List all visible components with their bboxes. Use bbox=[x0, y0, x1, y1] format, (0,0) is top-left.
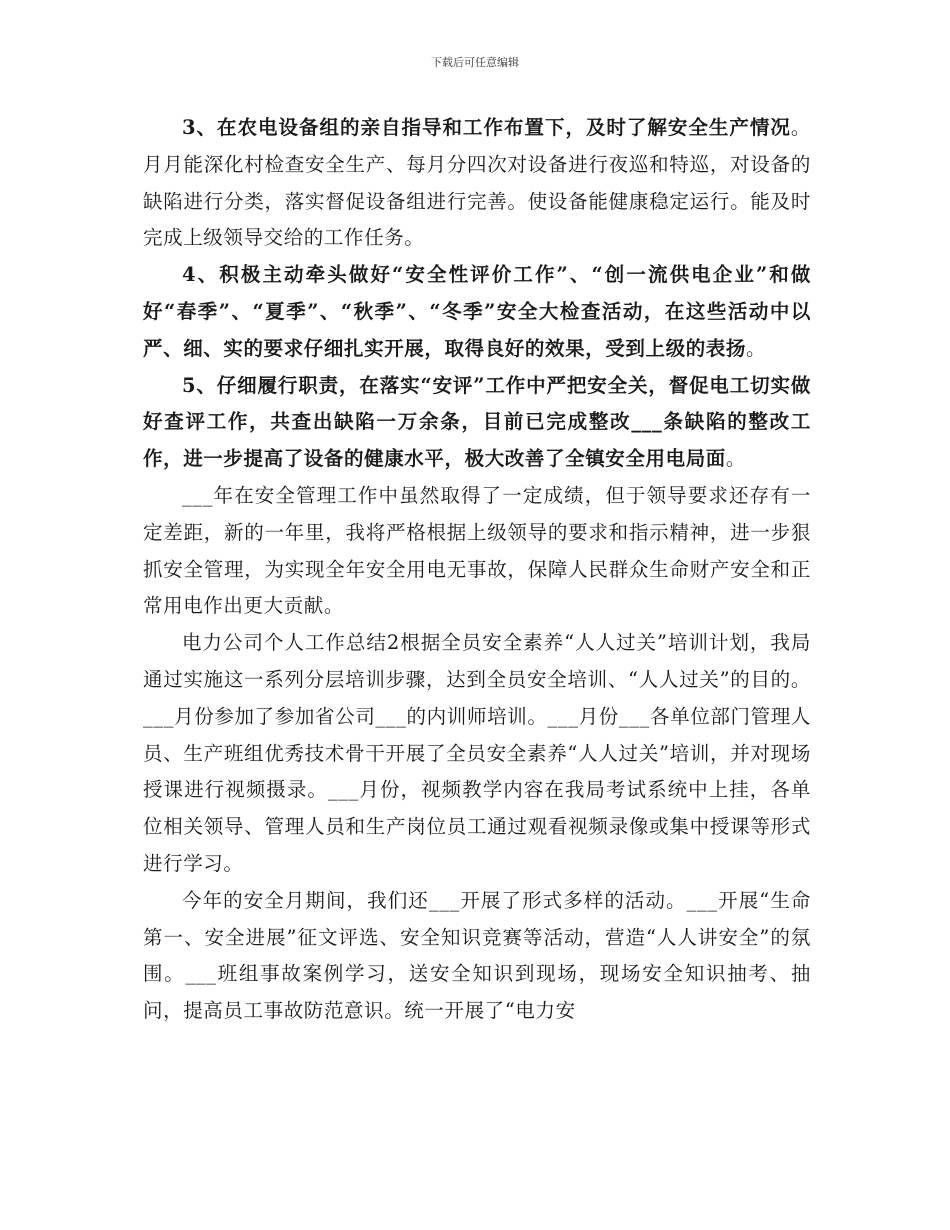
document-body bbox=[143, 110, 811, 1030]
paragraph-text: 。 bbox=[746, 336, 767, 360]
paragraph-lead-bold: 4、积极主动牵头做好“安全性评价工作”、“创一流供电企业”和做好“春季”、“夏季”、“秋季”、“冬季”安全大检查活动，在这些活动中以严、细、实的要求仔细扎实开展，取得良好的效果，受到上级的表扬 bbox=[143, 263, 811, 360]
paragraph-training bbox=[143, 625, 811, 883]
paragraph-item-5 bbox=[143, 368, 811, 478]
paragraph-item-4 bbox=[143, 257, 811, 367]
paragraph-text: 电力公司个人工作总结2根据全员安全素养“人人过关”培训计划，我局通过实施这一系列分层培训步骤，达到全员安全培训、“人人过关”的目的。___月份参加了参加省公司___的内训师培训。___月份___各单位部门管理人员、生产班组优秀技术骨干开展了全员安全素养“人人过关”培训，并对现场授课进行视频摄录。___月份，视频教学内容在我局考试系统中上挂，各单位相关领导、管理人员和生产岗位员工通过观看视频录像或集中授课等形式进行学习。 bbox=[143, 631, 811, 875]
paragraph-summary bbox=[143, 478, 811, 625]
paragraph-safety-month bbox=[143, 883, 811, 1030]
paragraph-item-3 bbox=[143, 110, 811, 257]
paragraph-text: 。月月能深化村检查安全生产、每月分四次对设备进行夜巡和特巡，对设备的缺陷进行分类，落实督促设备组进行完善。使设备能健康稳定运行。能及时完成上级领导交给的工作任务。 bbox=[143, 116, 811, 250]
paragraph-text: 今年的安全月期间，我们还___开展了形式多样的活动。___开展“生命第一、安全进展”征文评选、安全知识竞赛等活动，营造“人人讲安全”的氛围。___班组事故案例学习，送安全知识到现场，现场安全知识抽考、抽问，提高员工事故防范意识。统一开展了“电力安 bbox=[143, 888, 811, 1023]
page-header-note: 下载后可任意编辑 bbox=[431, 56, 519, 69]
paragraph-text: ___年在安全管理工作中虽然取得了一定成绩，但于领导要求还存有一定差距，新的一年里，我将严格根据上级领导的要求和指示精神，进一步狠抓安全管理，为实现全年安全用电无事故，保障人民群众生命财产安全和正常用电作出更大贡献。 bbox=[143, 483, 811, 618]
paragraph-text: 。 bbox=[725, 447, 747, 471]
paragraph-lead-bold: 3、在农电设备组的亲自指导和工作布置下，及时了解安全生产情况 bbox=[182, 116, 791, 139]
paragraph-lead-bold: 5、仔细履行职责，在落实“安评”工作中严把安全关，督促电工切实做好查评工作，共查出缺陷一万余条，目前已完成整改___条缺陷的整改工作，进一步提高了设备的健康水平，极大改善了全镇安全用电局面 bbox=[143, 373, 811, 471]
